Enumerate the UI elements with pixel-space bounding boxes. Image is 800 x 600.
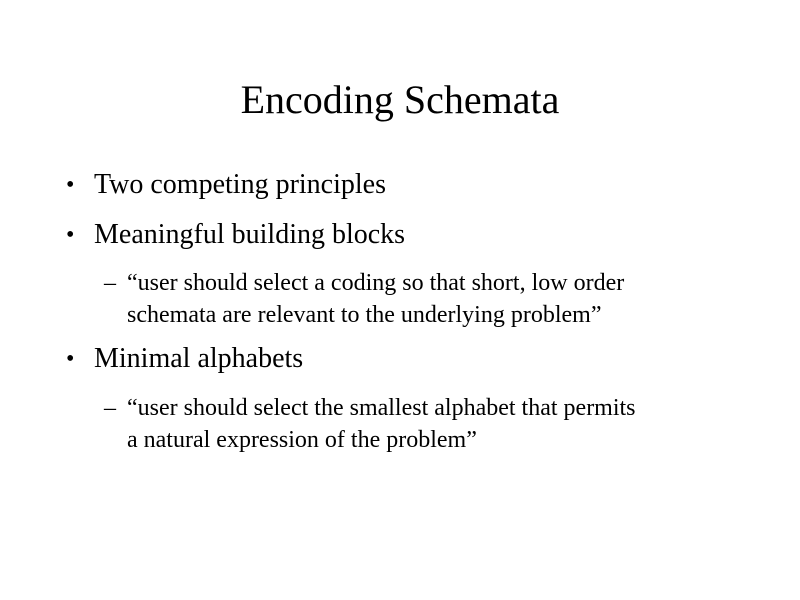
sub-bullet-line: “user should select the smallest alphabet that permits xyxy=(127,395,636,421)
sub-bullet-line: “user should select a coding so that short, low order xyxy=(127,270,625,296)
bullet-icon: • xyxy=(66,222,75,248)
bullet-text: Two competing principles xyxy=(94,169,386,200)
dash-icon: – xyxy=(104,270,116,296)
bullet-icon: • xyxy=(66,172,75,198)
sub-bullet-line: a natural expression of the problem” xyxy=(127,427,477,453)
bullet-text: Meaningful building blocks xyxy=(94,219,406,250)
sub-bullet-line: schemata are relevant to the underlying problem” xyxy=(127,302,602,328)
bullet-text: Minimal alphabets xyxy=(94,343,304,374)
slide-title: Encoding Schemata xyxy=(240,77,560,122)
sub-bullet-text xyxy=(127,267,624,331)
sub-bullet-text xyxy=(127,392,636,456)
bullet-icon: • xyxy=(66,346,75,372)
dash-icon: – xyxy=(104,395,116,421)
